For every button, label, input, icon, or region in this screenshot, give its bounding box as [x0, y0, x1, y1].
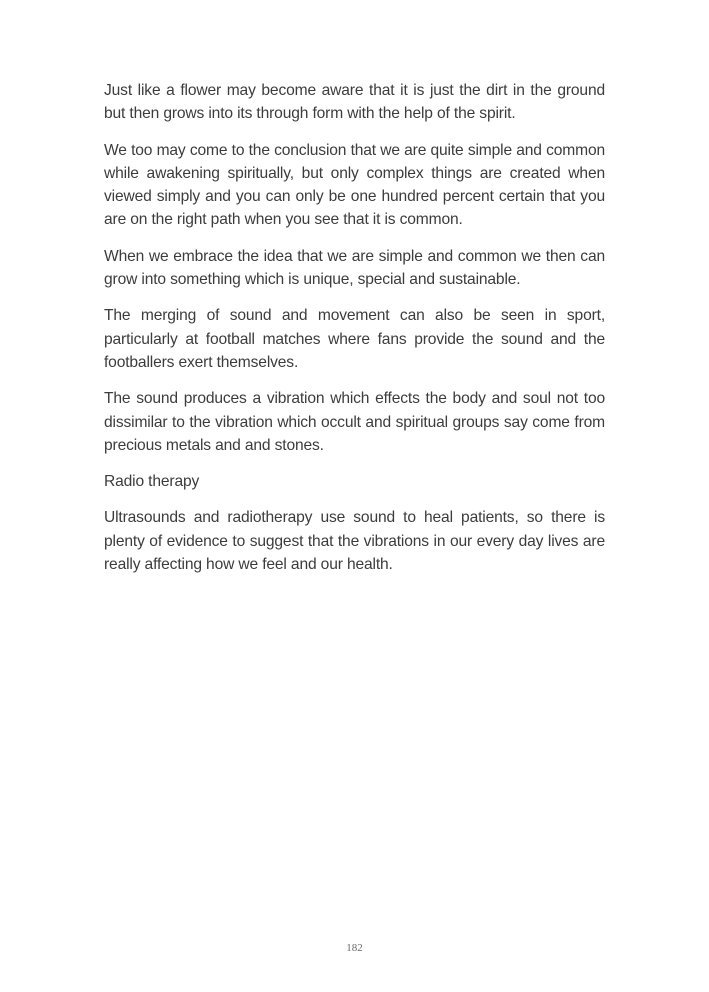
page-number: 182	[346, 942, 363, 954]
paragraph-embrace-idea: When we embrace the idea that we are simple and common we then can grow into something which is unique, special and sustainable.	[104, 247, 605, 289]
section-heading-radio-therapy: Radio therapy	[104, 473, 200, 491]
paragraph-vibration: The sound produces a vibration which effects the body and soul not too dissimilar to the vibration which occult and spiritual groups say come from precious metals and and stones.	[104, 390, 605, 454]
paragraph-flower-analogy: Just like a flower may become aware that it is just the dirt in the ground but then grows into its through form with the help of the spirit.	[104, 82, 605, 123]
paragraph-simple-and-common: We too may come to the conclusion that we are quite simple and common while awakening spiritually, but only complex things are created when viewed simply and you can only be one hundred percent certain that you are on the right path when you see that it is common.	[104, 141, 605, 229]
page-body	[104, 79, 605, 589]
paragraph-sound-and-movement: The merging of sound and movement can also be seen in sport, particularly at football matches where fans provide the sound and the footballers exert themselves.	[104, 307, 605, 371]
paragraph-ultrasounds: Ultrasounds and radiotherapy use sound to heal patients, so there is plenty of evidence to suggest that the vibrations in our every day lives are really affecting how we feel and our health.	[104, 509, 605, 574]
